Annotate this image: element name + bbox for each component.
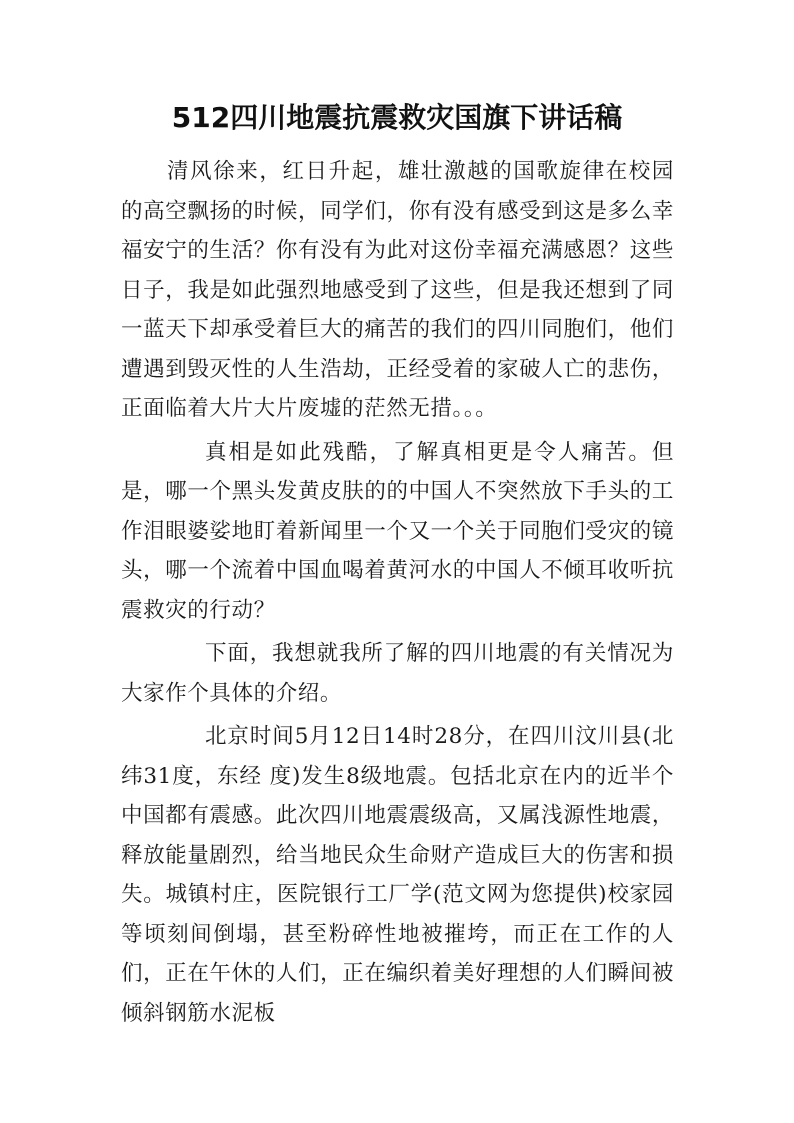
document-title: 512四川地震抗震救灾国旗下讲话稿: [171, 101, 623, 134]
paragraph-truth: 真相是如此残酷，了解真相更是令人痛苦。但是，哪一个黑头发黄皮肤的的中国人不突然放下手头的工作泪眼婆娑地盯着新闻里一个又一个关于同胞们受灾的镜头，哪一个流着中国血喝着黄河水的中国人不倾耳收听抗震救灾的行动？: [121, 439, 674, 623]
paragraph-introduction-statement: 下面，我想就我所了解的四川地震的有关情况为大家作个具体的介绍。: [121, 641, 674, 706]
paragraph-intro: 清风徐来，红日升起，雄壮激越的国歌旋律在校园的高空飘扬的时候，同学们，你有没有感受到这是多么幸福安宁的生活？你有没有为此对这份幸福充满感恩？这些日子，我是如此强烈地感受到了这些，但是我还想到了同一蓝天下却承受着巨大的痛苦的我们的四川同胞们，他们遭遇到毁灭性的人生浩劫，正经受着的家破人亡的悲伤，正面临着大片大片废墟的茫然无措。。。: [121, 159, 674, 421]
paragraph-earthquake-facts: 北京时间5月12日14时28分，在四川汶川县(北纬31度，东经 度)发生8级地震。包括北京在内的近半个中国都有震感。此次四川地震震级高，又属浅源性地震，释放能量剧烈，给当地民众生命财产造成巨大的伤害和损失。城镇村庄，医院银行工厂学(范文网为您提供)校家园等顷刻间倒塌，甚至粉碎性地被摧垮，而正在工作的人们，正在午休的人们，正在编织着美好理想的人们瞬间被倾斜钢筋水泥板: [121, 724, 674, 1026]
document-body: [121, 152, 674, 1037]
